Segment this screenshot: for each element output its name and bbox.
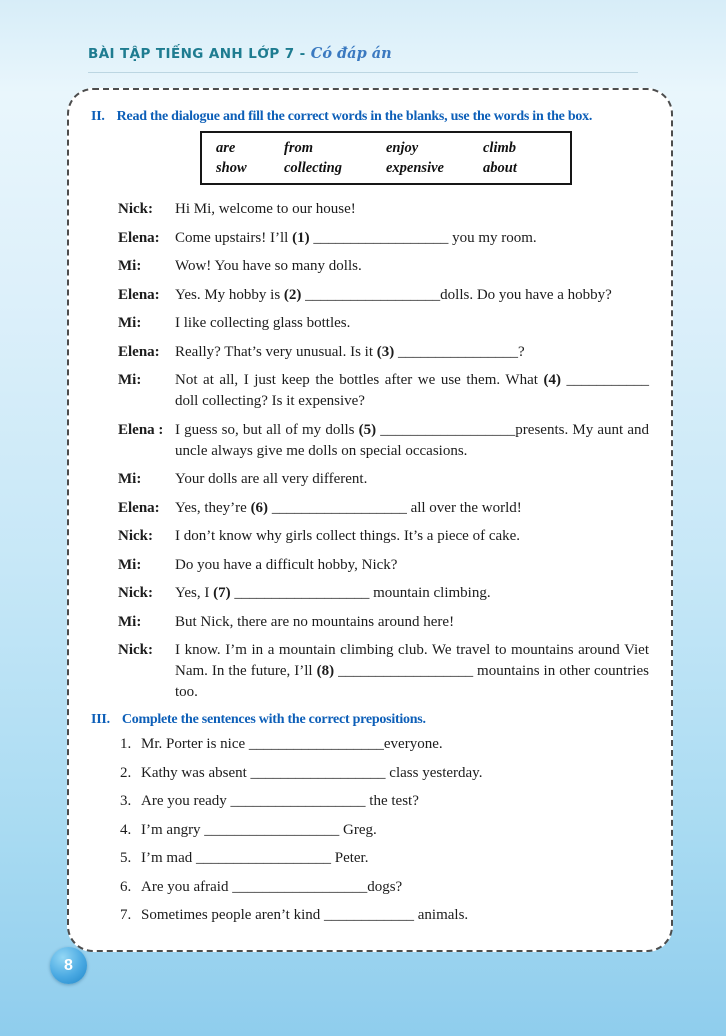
dialogue-text-segment: Yes. My hobby is	[175, 286, 284, 303]
blank-number: (8)	[316, 663, 335, 679]
dialogue-text-segment: I guess so, but all of my dolls	[175, 421, 359, 438]
dialogue-speaker: Nick:	[118, 585, 153, 601]
word-box-word: enjoy	[386, 140, 419, 156]
exercise-text: Kathy was absent __________________ class yesterday.	[141, 764, 483, 781]
exercise-item	[120, 905, 649, 926]
word-box-word: about	[483, 160, 517, 176]
dialogue-text	[175, 256, 649, 277]
section-2-number: II.	[91, 109, 105, 124]
section-3-heading	[91, 711, 649, 728]
dialogue-row	[118, 228, 649, 249]
dialogue-text-segment: Your dolls are all very different.	[175, 471, 368, 487]
dialogue-text-segment: Come upstairs! I’ll	[175, 229, 293, 246]
section-2-heading	[91, 108, 649, 125]
dialogue-text	[175, 469, 649, 490]
book-title: BÀI TẬP TIẾNG ANH LỚP 7 -	[88, 46, 311, 62]
blank-number: (3)	[376, 343, 395, 360]
dialogue-speaker: Elena:	[118, 286, 160, 303]
exercise-item	[120, 820, 649, 841]
dialogue-text-segment: Not at all, I just keep the bottles after we use them. What	[175, 372, 544, 388]
exercise-text: Are you ready __________________ the test?	[141, 793, 419, 809]
word-box-word: are	[216, 140, 236, 156]
dialogue-speaker: Mi:	[118, 556, 142, 573]
dialogue-row	[118, 640, 649, 703]
dialogue-text-segment: I don’t know why girls collect things. It’s a piece of cake.	[175, 528, 521, 544]
dialogue-text-segment: ________________?	[394, 343, 525, 360]
dialogue-row	[118, 420, 649, 462]
word-box-word: from	[284, 140, 313, 156]
exercise-number: 7.	[120, 907, 132, 923]
page-header	[88, 45, 392, 63]
word-box-row	[216, 158, 570, 178]
dialogue-row	[118, 199, 649, 220]
dialogue-text-segment: Yes, I	[175, 585, 214, 601]
blank-number: (1)	[292, 229, 310, 246]
dialogue-text-segment: __________________ mountains in other countries too.	[175, 663, 649, 700]
dialogue-text-segment: Wow! You have so many dolls.	[175, 258, 362, 274]
dialogue-speaker: Mi:	[118, 613, 142, 630]
page-number-badge: 8	[50, 947, 87, 984]
dialogue-text	[175, 313, 649, 334]
exercise-list	[120, 734, 649, 926]
exercise-item	[120, 848, 649, 869]
exercise-text: Sometimes people aren’t kind ____________ animals.	[141, 907, 469, 923]
dialogue-row	[118, 555, 649, 576]
dialogue-text-segment: ___________ doll collecting? Is it expensive?	[175, 372, 650, 409]
dialogue-text	[175, 555, 649, 576]
dialogue-text	[175, 370, 649, 412]
dialogue-row	[118, 498, 649, 519]
exercise-number: 2.	[120, 764, 132, 781]
dialogue-speaker: Mi:	[118, 258, 142, 274]
dialogue-text-segment: __________________ you my room.	[309, 229, 537, 246]
dialogue-text-segment: Really? That’s very unusual. Is it	[175, 343, 377, 360]
dialogue-text-segment: __________________presents. My aunt and uncle always give me dolls on special occasions.	[175, 421, 649, 459]
dialogue-text-segment: Hi Mi, welcome to our house!	[175, 201, 356, 217]
blank-number: (4)	[543, 372, 561, 388]
dialogue-row	[118, 583, 649, 604]
dialogue-row	[118, 612, 649, 633]
dialogue-text-segment: I like collecting glass bottles.	[175, 315, 351, 331]
dialogue-text	[175, 526, 649, 547]
dialogue-text	[175, 498, 649, 519]
dialogue-text	[175, 612, 649, 633]
exercise-text: Are you afraid __________________dogs?	[141, 878, 403, 895]
exercise-item	[120, 734, 649, 755]
exercise-number: 1.	[120, 736, 132, 752]
dialogue-text	[175, 640, 649, 703]
word-box-word: collecting	[284, 160, 342, 176]
exercise-text: I’m angry __________________ Greg.	[141, 821, 377, 838]
dialogue-text-segment: But Nick, there are no mountains around here!	[175, 613, 455, 630]
exercise-number: 4.	[120, 821, 132, 838]
dialogue-text	[175, 285, 649, 306]
dialogue-row	[118, 313, 649, 334]
word-box-word: expensive	[386, 160, 444, 176]
dialogue-text-segment: Do you have a difficult hobby, Nick?	[175, 556, 398, 573]
exercise-item	[120, 877, 649, 898]
blank-number: (6)	[250, 499, 269, 516]
dialogue-text	[175, 228, 649, 249]
dialogue-text-segment: __________________dolls. Do you have a hobby?	[301, 286, 612, 303]
dialogue-row	[118, 342, 649, 363]
dialogue-row	[118, 256, 649, 277]
blank-number: (5)	[358, 421, 377, 438]
exercise-number: 3.	[120, 793, 132, 809]
dialogue-text-segment: __________________ all over the world!	[268, 499, 522, 516]
dialogue-row	[118, 526, 649, 547]
section-2-title: Read the dialogue and fill the correct words in the blanks, use the words in the box.	[116, 109, 593, 124]
dialogue-text	[175, 420, 649, 462]
section-3-number: III.	[91, 712, 110, 727]
dialogue-text-segment: Yes, they’re	[175, 499, 251, 516]
exercise-item	[120, 791, 649, 812]
exercise-item	[120, 763, 649, 784]
dialogue-text-segment: I know. I’m in a mountain climbing club. We travel to mountains around Viet Nam. In the future, I’ll	[175, 642, 649, 679]
blank-number: (2)	[283, 286, 302, 303]
exercise-text: I’m mad __________________ Peter.	[141, 850, 369, 866]
dialogue-speaker: Mi:	[118, 315, 142, 331]
dialogue-speaker: Elena:	[118, 499, 160, 516]
dialogue-row	[118, 469, 649, 490]
dialogue-row	[118, 370, 649, 412]
exercise-text: Mr. Porter is nice __________________everyone.	[141, 736, 443, 752]
dialogue-speaker: Mi:	[118, 372, 142, 388]
dialogue-speaker: Nick:	[118, 201, 153, 217]
word-box-row	[216, 138, 570, 158]
exercise-number: 5.	[120, 850, 132, 866]
dialogue-speaker: Nick:	[118, 642, 153, 658]
blank-number: (7)	[213, 585, 231, 601]
word-box-word: show	[216, 160, 247, 176]
dialogue-speaker: Elena:	[118, 343, 160, 360]
dialogue-row	[118, 285, 649, 306]
word-box-word: climb	[483, 140, 517, 156]
dialogue-list	[118, 199, 649, 703]
book-subtitle: Có đáp án	[310, 45, 392, 62]
exercise-number: 6.	[120, 878, 132, 895]
word-box	[200, 131, 572, 185]
dialogue-text	[175, 199, 649, 220]
dialogue-speaker: Nick:	[118, 528, 153, 544]
dialogue-text-segment: __________________ mountain climbing.	[230, 585, 491, 601]
worksheet-card	[67, 88, 673, 952]
dialogue-speaker: Elena :	[118, 421, 164, 438]
dialogue-text	[175, 342, 649, 363]
section-3-title: Complete the sentences with the correct prepositions.	[121, 712, 426, 727]
header-divider	[88, 72, 638, 73]
dialogue-text	[175, 583, 649, 604]
dialogue-speaker: Elena:	[118, 229, 160, 246]
dialogue-speaker: Mi:	[118, 471, 142, 487]
